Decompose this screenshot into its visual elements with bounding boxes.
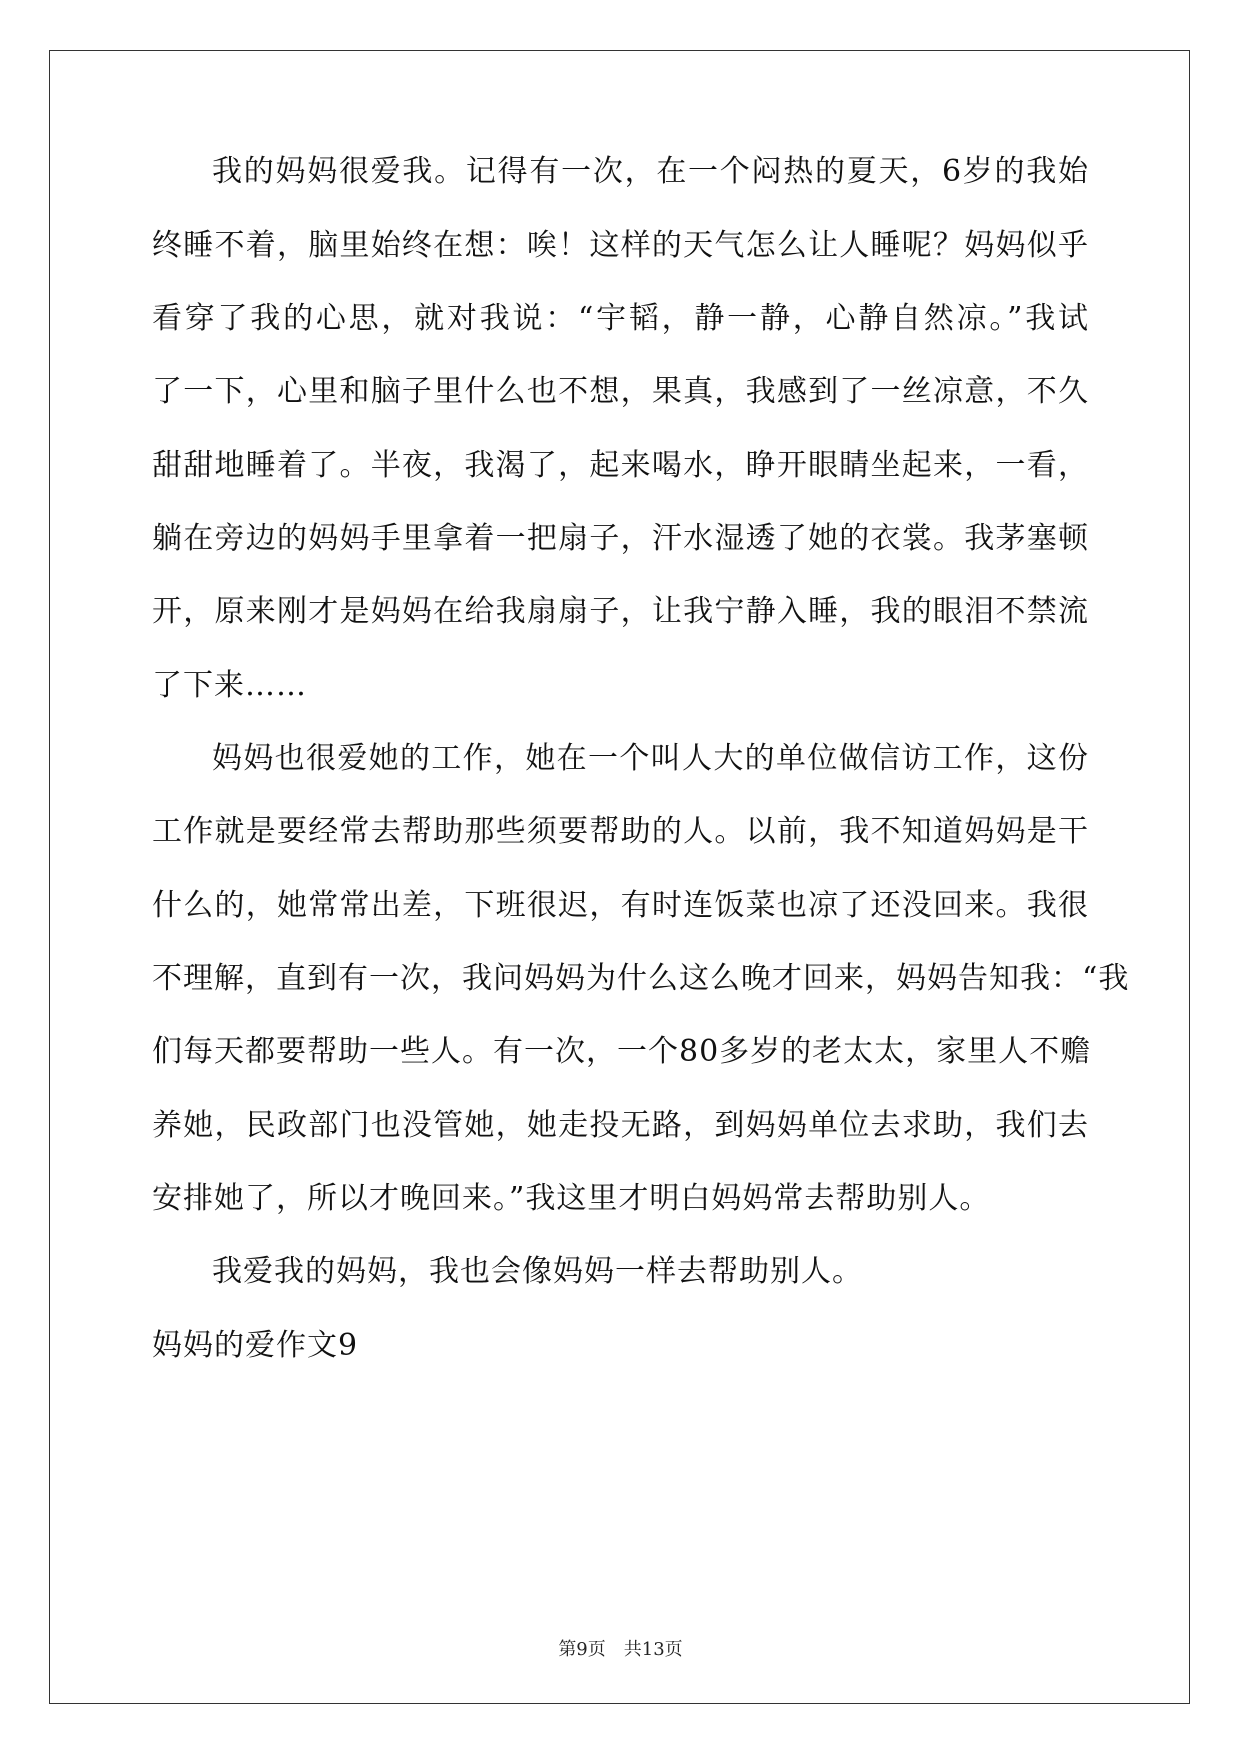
- paragraph-2-line-6: 养她，民政部门也没管她，她走投无路，到妈妈单位去求助，我们去: [152, 1108, 1089, 1143]
- page-footer: [0, 1638, 1241, 1662]
- paragraph-2-line-5: 们每天都要帮助一些人。有一次，一个80多岁的老太太，家里人不赡: [152, 1034, 1092, 1069]
- paragraph-1-line-7: 开，原来刚才是妈妈在给我扇扇子，让我宁静入睡，我的眼泪不禁流: [152, 594, 1089, 629]
- page-total: 共13页: [623, 1639, 683, 1660]
- paragraph-1-line-6: 躺在旁边的妈妈手里拿着一把扇子，汗水湿透了她的衣裳。我茅塞顿: [152, 521, 1089, 556]
- paragraph-1-line-1: 我的妈妈很爱我。记得有一次，在一个闷热的夏天，6岁的我始: [212, 154, 1089, 189]
- paragraph-1-line-8: 了下来……: [152, 668, 307, 703]
- paragraph-1-line-5: 甜甜地睡着了。半夜，我渴了，起来喝水，睁开眼睛坐起来，一看，: [152, 448, 1089, 483]
- paragraph-2-line-7: 安排她了，所以才晚回来。”我这里才明白妈妈常去帮助别人。: [152, 1181, 991, 1216]
- page-number: 第9页: [558, 1639, 606, 1660]
- paragraph-1-line-2: 终睡不着，脑里始终在想：唉！这样的天气怎么让人睡呢？妈妈似乎: [152, 228, 1089, 263]
- paragraph-2-line-4: 不理解，直到有一次，我问妈妈为什么这么晚才回来，妈妈告知我：“我: [152, 961, 1130, 996]
- paragraph-2-line-1: 妈妈也很爱她的工作，她在一个叫人大的单位做信访工作，这份: [212, 741, 1089, 776]
- paragraph-3-line-1: 我爱我的妈妈，我也会像妈妈一样去帮助别人。: [212, 1254, 863, 1289]
- paragraph-2-line-2: 工作就是要经常去帮助那些须要帮助的人。以前，我不知道妈妈是干: [152, 814, 1089, 849]
- paragraph-2-line-3: 什么的，她常常出差，下班很迟，有时连饭菜也凉了还没回来。我很: [152, 888, 1089, 923]
- paragraph-1-line-4: 了一下，心里和脑子里什么也不想，果真，我感到了一丝凉意，不久: [152, 374, 1089, 409]
- section-title: 妈妈的爱作文9: [152, 1328, 359, 1363]
- paragraph-1-line-3: 看穿了我的心思，就对我说：“宇韬，静一静，心静自然凉。”我试: [152, 301, 1089, 336]
